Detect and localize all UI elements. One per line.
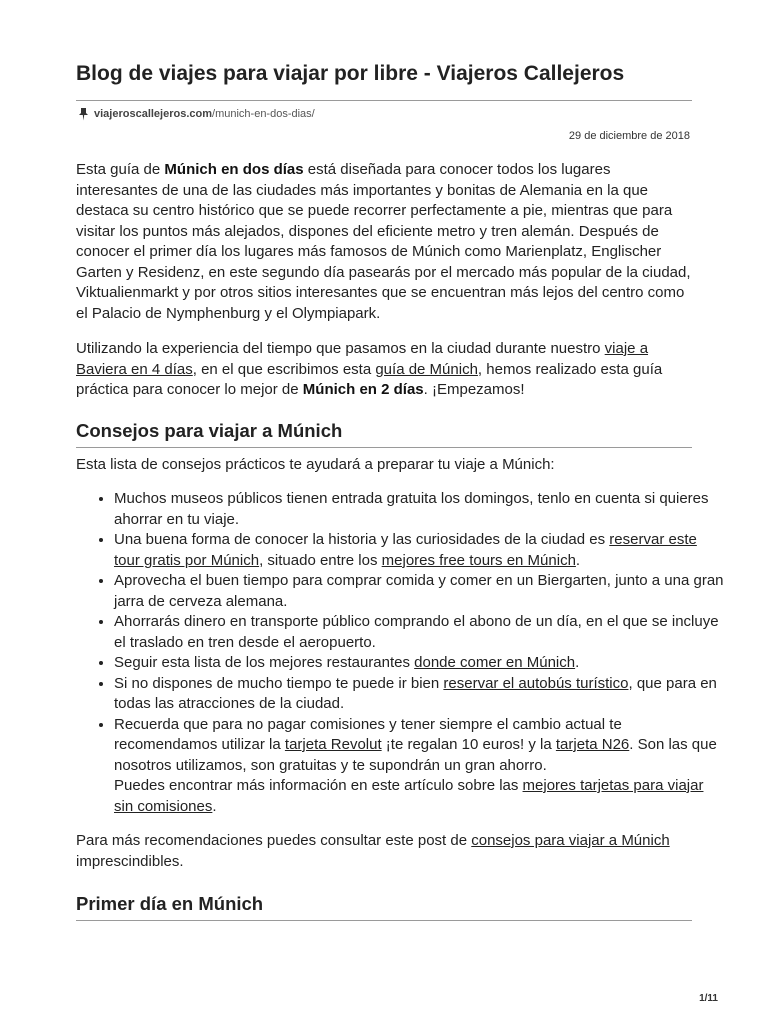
title-divider (76, 100, 692, 101)
link-consejos-munich[interactable]: consejos para viajar a Múnich (471, 832, 670, 849)
list-item: • Seguir esta lista de los mejores restaurantes donde comer en Múnich. (114, 653, 726, 674)
link-viaje-baviera[interactable]: viaje a Baviera en 4 días (76, 340, 649, 378)
pin-icon (78, 107, 89, 121)
list-item: • Si no dispones de mucho tiempo te puede ir bien reservar el autobús turístico, que para en todas las atracciones de la ciudad. (114, 674, 726, 715)
section-heading-consejos: Consejos para viajar a Múnich (76, 420, 343, 441)
source-path[interactable]: /munich-en-dos-dias/ (212, 108, 315, 120)
link-guia-munich[interactable]: guía de Múnich (375, 360, 478, 378)
link-tour-gratis[interactable]: reservar este tour gratis por Múnich (114, 531, 697, 569)
list-item: • Recuerda que para no pagar comisiones y tener siempre el cambio actual te recomendamos utilizar la tarjeta Revolut ¡te regalan 10 euros! y la tarjeta N26. Son las que nosotros utilizamos, son gratuitas y te supondrán un gran ahorro. Puedes encontrar más información en este artículo sobre las mejores tarjetas para viajar sin comisiones. (114, 715, 726, 818)
section-divider (76, 920, 692, 921)
link-mejores-tarjetas[interactable]: mejores tarjetas para viajar sin comisiones (114, 777, 704, 815)
tips-list (76, 489, 726, 817)
link-autobus-turistico[interactable]: reservar el autobús turístico (443, 674, 629, 692)
link-tarjeta-revolut[interactable]: tarjeta Revolut (284, 736, 382, 753)
page-title: Blog de viajes para viajar por libre - Viajeros Callejeros (76, 62, 625, 85)
recommendations-paragraph: Para más recomendaciones puedes consultar este post de consejos para viajar a Múnich imprescindibles. (76, 832, 670, 870)
publish-date: 29 de diciembre de 2018 (568, 130, 690, 142)
link-donde-comer[interactable]: donde comer en Múnich (414, 654, 576, 671)
link-tarjeta-n26[interactable]: tarjeta N26 (555, 736, 630, 753)
list-item: • Una buena forma de conocer la historia y las curiosidades de la ciudad es reservar este tour gratis por Múnich, situado entre los mejores free tours en Múnich. (114, 530, 726, 571)
tips-lead: Esta lista de consejos prácticos te ayudará a preparar tu viaje a Múnich: (76, 456, 555, 473)
page-number: 1/11 (699, 993, 718, 1004)
link-free-tours[interactable]: mejores free tours en Múnich (381, 551, 576, 569)
intro-paragraph: Esta guía de Múnich en dos días está diseñada para conocer todos los lugares interesantes de una de las ciudades más importantes y bonitas de Alemania en la que destaca su centro histórico que se puede recorrer perfectamente a pie, mientras que para visitar los puntos más alejados, dispones del eficiente metro y tren alemán. Después de conocer el primer día los lugares más famosos de Múnich como Marienplatz, Englischer Garten y Residenz, en este segundo día pasearás por el mercado más popular de la ciudad, Viktualienmarkt y por otros sitios interesantes que se encuentran más lejos del centro como el Palacio de Nymphenburg y el Olympiapark. (76, 161, 691, 322)
list-item: • Aprovecha el buen tiempo para comprar comida y comer en un Biergarten, junto a una gran jarra de cerveza alemana. (114, 571, 726, 612)
source-domain[interactable]: viajeroscallejeros.com (94, 108, 213, 120)
section-divider (76, 447, 692, 448)
section-heading-primer-dia: Primer día en Múnich (76, 893, 264, 914)
list-item: • Ahorrarás dinero en transporte público comprando el abono de un día, en el que se incluye el traslado en tren desde el aeropuerto. (114, 612, 726, 653)
experience-paragraph: Utilizando la experiencia del tiempo que pasamos en la ciudad durante nuestro viaje a Baviera en 4 días, en el que escribimos esta guía de Múnich, hemos realizado esta guía práctica para conocer lo mejor de Múnich en 2 días. ¡Empezamos! (76, 340, 663, 398)
source-url[interactable] (78, 107, 315, 121)
list-item: • Muchos museos públicos tienen entrada gratuita los domingos, tenlo en cuenta si quieres ahorrar en tu viaje. (114, 489, 726, 530)
